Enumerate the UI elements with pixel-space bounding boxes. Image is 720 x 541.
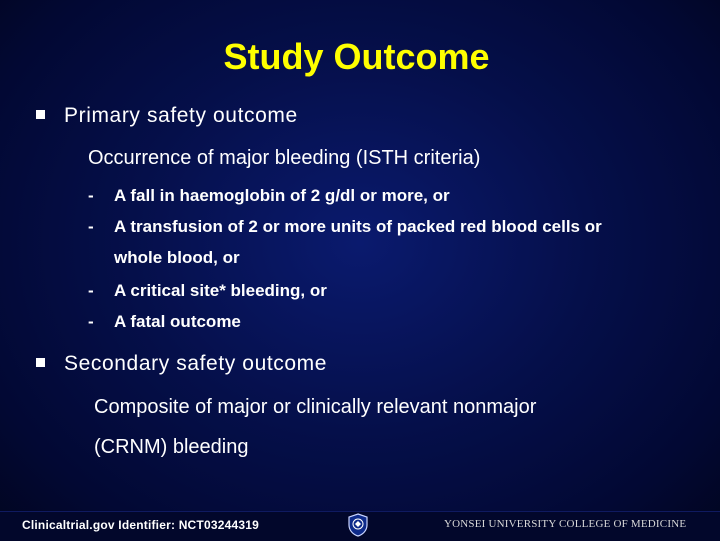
list-dash: - xyxy=(88,217,94,236)
list-dash: - xyxy=(88,281,94,300)
secondary-heading: Secondary safety outcome xyxy=(64,352,328,375)
slide-title: Study Outcome xyxy=(223,36,490,77)
bullet-square-icon xyxy=(36,110,45,119)
list-dash: - xyxy=(88,186,94,205)
list-dash: - xyxy=(88,312,94,331)
list-item: A transfusion of 2 or more units of packed red blood cells or xyxy=(114,217,602,236)
list-item-continuation: whole blood, or xyxy=(114,248,240,267)
secondary-line: (CRNM) bleeding xyxy=(94,436,249,458)
university-name: YONSEI UNIVERSITY COLLEGE OF MEDICINE xyxy=(444,518,687,530)
primary-subheading: Occurrence of major bleeding (ISTH criteria) xyxy=(88,147,481,169)
university-seal-icon xyxy=(347,513,369,537)
list-item: A fatal outcome xyxy=(114,312,241,331)
list-item: A fall in haemoglobin of 2 g/dl or more, or xyxy=(114,186,450,205)
bullet-square-icon xyxy=(36,358,45,367)
secondary-line: Composite of major or clinically relevant nonmajor xyxy=(94,396,537,418)
trial-identifier: Clinicaltrial.gov Identifier: NCT03244319 xyxy=(22,518,259,532)
primary-heading: Primary safety outcome xyxy=(64,104,298,127)
list-item: A critical site* bleeding, or xyxy=(114,281,327,300)
